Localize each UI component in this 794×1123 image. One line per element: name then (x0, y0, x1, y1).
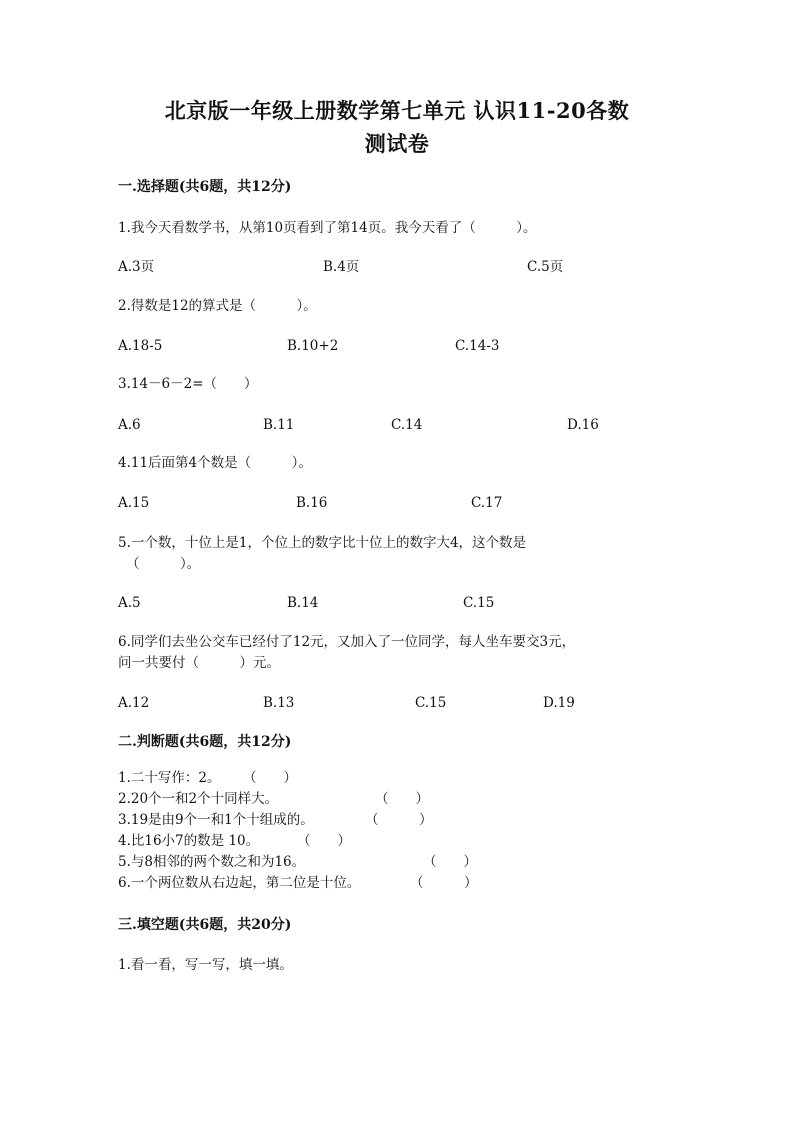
judgement-answer-blank-6: （ ） (410, 875, 478, 891)
option-1-1-a: A.3页 (118, 259, 155, 275)
question-1-6-line-2: 问一共要付（ ）元。 (118, 655, 280, 671)
option-1-3-c: C.14 (391, 417, 423, 433)
option-1-5-a: A.5 (118, 595, 141, 611)
option-1-1-c: C.5页 (527, 259, 564, 275)
option-1-5-b: B.14 (287, 595, 319, 611)
judgement-item-3: 3.19是由9个一和1个十组成的。 (118, 812, 314, 828)
section-heading-fill-in: 三.填空题(共6题，共20分) (118, 917, 292, 933)
option-1-2-c: C.14-3 (455, 338, 500, 354)
judgement-answer-blank-3: （ ） (365, 812, 433, 828)
judgement-answer-blank-1: （ ） (243, 770, 297, 786)
judgement-item-2: 2.20个一和2个十同样大。 (118, 791, 279, 807)
option-1-3-a: A.6 (118, 417, 141, 433)
option-1-4-c: C.17 (471, 495, 503, 511)
judgement-item-6: 6.一个两位数从右边起，第二位是十位。 (118, 875, 361, 891)
section-heading-judgement: 二.判断题(共6题，共12分) (118, 734, 292, 750)
judgement-answer-blank-2: （ ） (375, 791, 429, 807)
question-1-2: 2.得数是12的算式是（ ）。 (118, 298, 317, 314)
option-1-4-b: B.16 (296, 495, 328, 511)
page-title: 北京版一年级上册数学第七单元 认识11-20各数 (164, 98, 630, 123)
option-1-4-a: A.15 (118, 495, 150, 511)
judgement-answer-blank-5: （ ） (423, 854, 477, 870)
option-1-6-c: C.15 (415, 695, 447, 711)
option-1-2-b: B.10+2 (287, 338, 339, 354)
option-1-3-d: D.16 (567, 417, 599, 433)
question-1-6: 6.同学们去坐公交车已经付了12元，又加入了一位同学，每人坐车要交3元， (118, 634, 576, 650)
judgement-item-4: 4.比16小7的数是 10。 (118, 833, 260, 849)
option-1-6-b: B.13 (263, 695, 295, 711)
question-1-5-line-2: （ ）。 (126, 556, 201, 572)
option-1-2-a: A.18-5 (118, 338, 163, 354)
section-heading-choice: 一.选择题(共6题，共12分) (118, 179, 292, 195)
option-1-6-a: A.12 (118, 695, 150, 711)
question-1-5: 5.一个数，十位上是1，个位上的数字比十位上的数字大4，这个数是 (118, 535, 527, 551)
judgement-item-1: 1.二十写作：2。 (118, 770, 221, 786)
question-1-4: 4.11后面第4个数是（ ）。 (118, 455, 312, 471)
judgement-item-5: 5.与8相邻的两个数之和为16。 (118, 854, 306, 870)
question-3-1: 1.看一看，写一写，填一填。 (118, 957, 293, 973)
option-1-1-b: B.4页 (323, 259, 360, 275)
page-title-line-2: 测试卷 (364, 131, 430, 156)
option-1-5-c: C.15 (463, 595, 495, 611)
question-1-3: 3.14－6－2=（ ） (118, 376, 258, 392)
question-1-1: 1.我今天看数学书，从第10页看到了第14页。我今天看了（ ）。 (118, 220, 537, 236)
option-1-6-d: D.19 (543, 695, 575, 711)
option-1-3-b: B.11 (263, 417, 295, 433)
judgement-answer-blank-4: （ ） (297, 833, 351, 849)
